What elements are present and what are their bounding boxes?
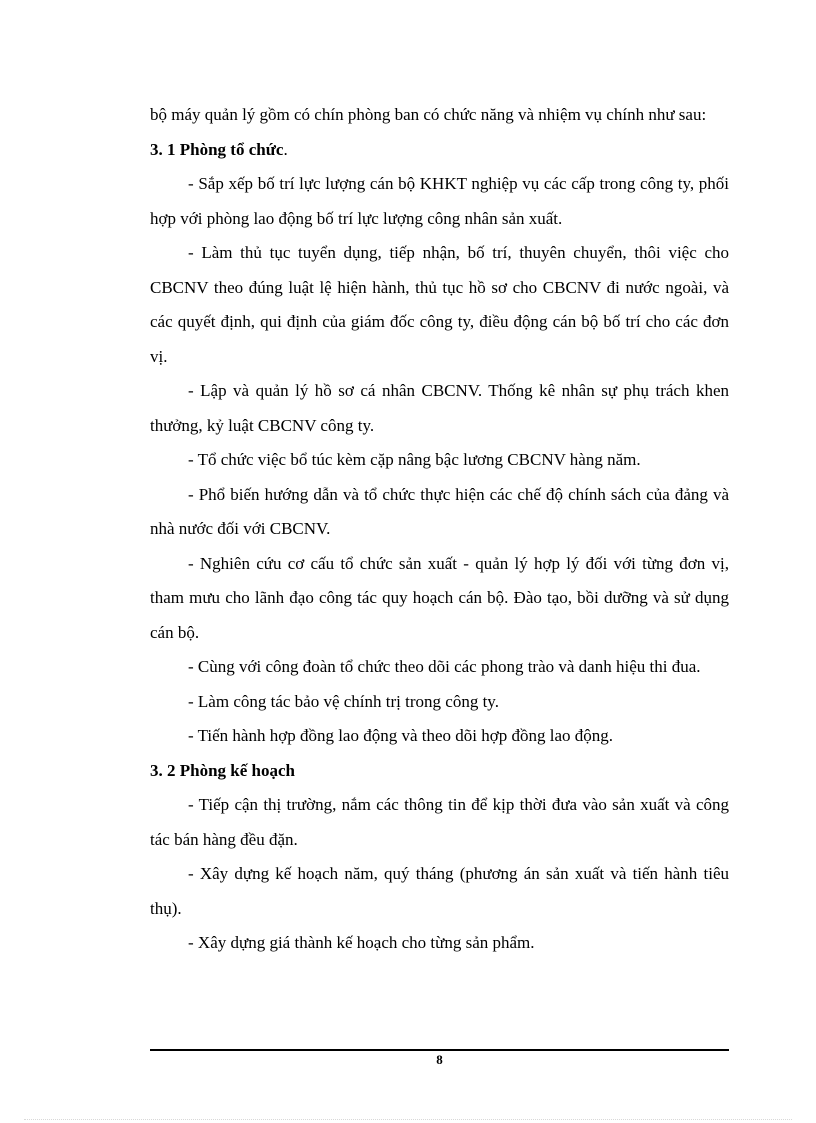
page-bottom-border — [24, 1119, 792, 1120]
paragraph: - Lập và quản lý hồ sơ cá nhân CBCNV. Thống kê nhân sự phụ trách khen thưởng, kỷ luật CBCNV công ty. — [150, 381, 729, 435]
section-heading-text: 3. 1 Phòng tổ chức — [150, 139, 284, 159]
section-heading — [150, 133, 729, 168]
body-text — [150, 98, 729, 961]
paragraph: - Cùng với công đoàn tổ chức theo dõi các phong trào và danh hiệu thi đua. — [188, 657, 701, 676]
paragraph: - Làm thủ tục tuyển dụng, tiếp nhận, bố trí, thuyên chuyển, thôi việc cho CBCNV theo đúng luật lệ hiện hành, thủ tục hồ sơ cho CBCNV đi nước ngoài, và các quyết định, qui định của giám đốc công ty, điều động cán bộ bố trí cho các đơn vị. — [150, 243, 729, 366]
section-heading — [150, 754, 729, 789]
paragraph: - Phổ biến hướng dẫn và tổ chức thực hiện các chế độ chính sách của đảng và nhà nước đối với CBCNV. — [150, 484, 729, 538]
paragraph: - Xây dựng kế hoạch năm, quý tháng (phương án sản xuất và tiến hành tiêu thụ). — [150, 864, 729, 918]
footer-divider — [150, 1049, 729, 1051]
section-heading-suffix: . — [283, 139, 288, 159]
paragraph: bộ máy quản lý gồm có chín phòng ban có chức năng và nhiệm vụ chính như sau: — [150, 105, 707, 124]
paragraph: - Tổ chức việc bổ túc kèm cặp nâng bậc lương CBCNV hàng năm. — [188, 450, 641, 469]
paragraph: - Nghiên cứu cơ cấu tổ chức sản xuất - quản lý hợp lý đối với từng đơn vị, tham mưu cho lãnh đạo công tác quy hoạch cán bộ. Đào tạo, bồi dưỡng và sử dụng cán bộ. — [150, 553, 729, 642]
paragraph: - Xây dựng giá thành kế hoạch cho từng sản phẩm. — [188, 933, 535, 952]
paragraph: - Tiếp cận thị trường, nắm các thông tin để kịp thời đưa vào sản xuất và công tác bán hàng đều đặn. — [150, 795, 729, 849]
section-heading-text: 3. 2 Phòng kế hoạch — [150, 760, 295, 780]
paragraph: - Sắp xếp bố trí lực lượng cán bộ KHKT nghiệp vụ các cấp trong công ty, phối hợp với phòng lao động bố trí lực lượng công nhân sản xuất. — [150, 174, 729, 228]
paragraph: - Tiến hành hợp đồng lao động và theo dõi hợp đồng lao động. — [188, 726, 614, 745]
page-number: 8 — [436, 1052, 443, 1067]
paragraph: - Làm công tác bảo vệ chính trị trong công ty. — [188, 691, 499, 711]
